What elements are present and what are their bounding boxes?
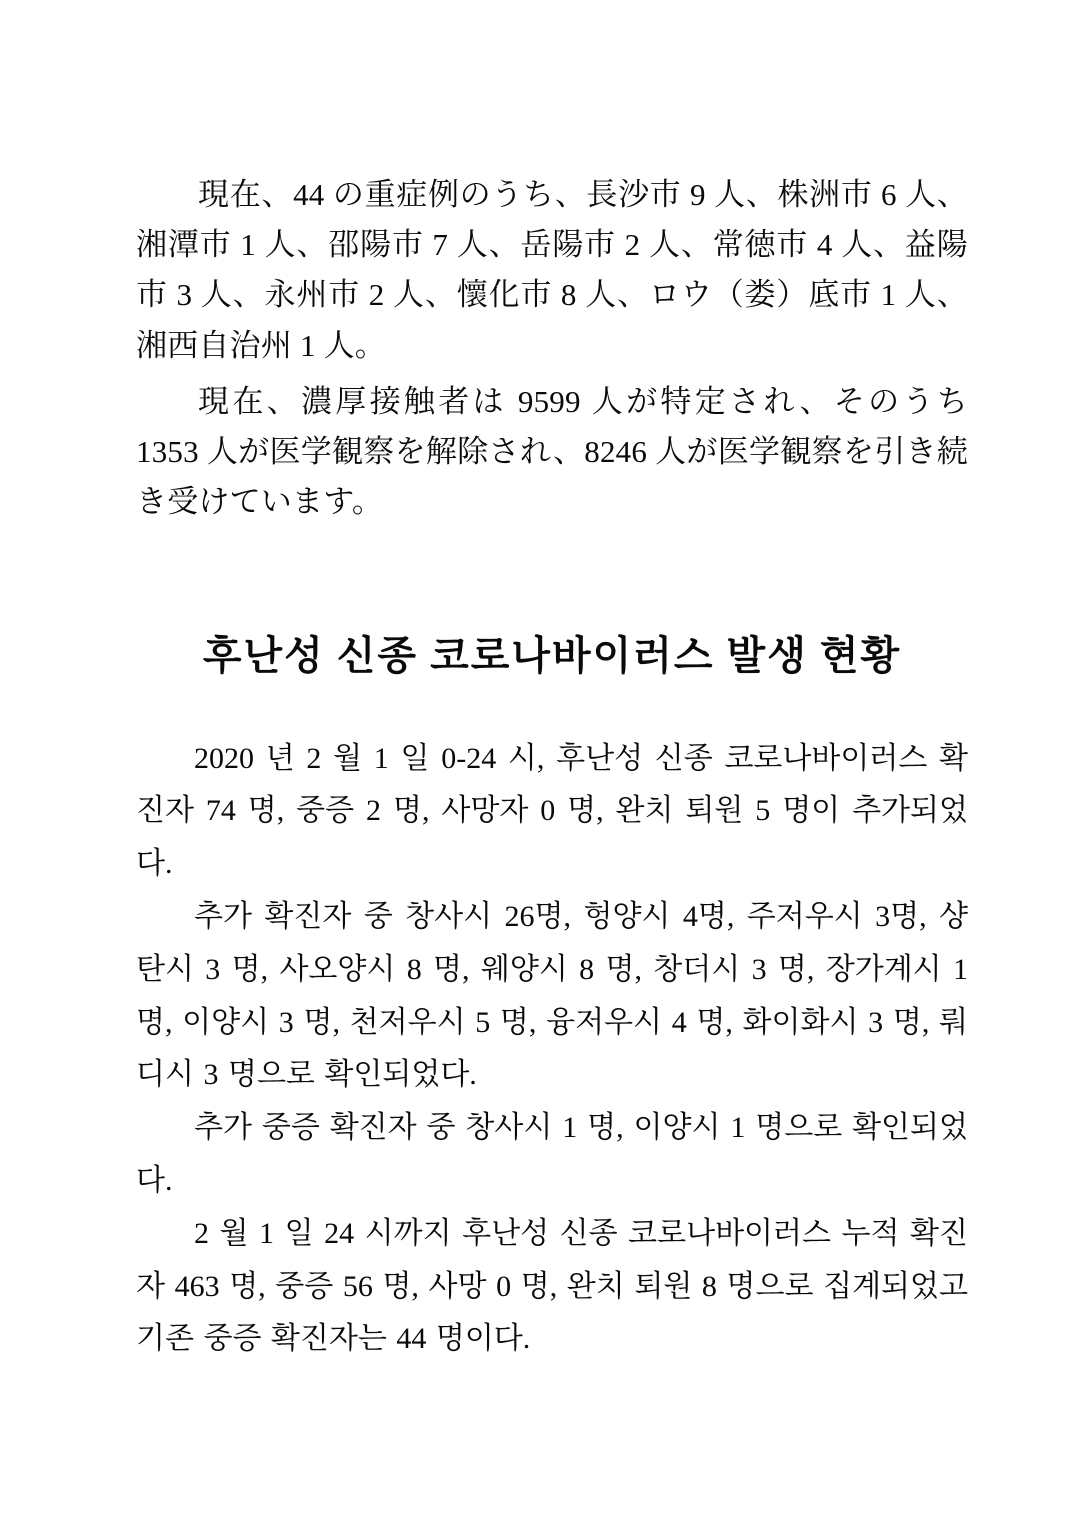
japanese-paragraph-1: 現在、44 の重症例のうち、長沙市 9 人、株洲市 6 人、湘潭市 1 人、邵陽市 7 人、岳陽市 2 人、常徳市 4 人、益陽市 3 人、永州市 2 人、懷化市 8 人、ロウ（娄）底市 1 人、湘西自治州 1 人。 (136, 177, 968, 363)
korean-section (136, 733, 968, 1367)
korean-paragraph-1: 2020 년 2 월 1 일 0-24 시, 후난성 신종 코로나바이러스 확진자 74 명, 중증 2 명, 사망자 0 명, 완치 퇴원 5 명이 추가되었다. (136, 741, 968, 881)
korean-paragraph-2: 추가 확진자 중 창사시 26명, 헝양시 4명, 주저우시 3명, 샹탄시 3 명, 사오양시 8 명, 웨양시 8 명, 창더시 3 명, 장가계시 1 명, 이양시 3 명, 천저우시 5 명, 융저우시 4 명, 화이화시 3 명, 뤄디시 3 명으로 확인되었다. (136, 899, 968, 1092)
japanese-section (136, 170, 968, 528)
japanese-paragraph-2: 現在、濃厚接触者は 9599 人が特定され、そのうち 1353 人が医学観察を解除され、8246 人が医学観察を引き続き受けています。 (136, 383, 968, 520)
korean-section-heading: 후난성 신종 코로나바이러스 발생 현황 (202, 632, 902, 678)
korean-paragraph-4: 2 월 1 일 24 시까지 후난성 신종 코로나바이러스 누적 확진자 463 명, 중증 56 명, 사망 0 명, 완치 퇴원 8 명으로 집계되었고 기존 중증 확진자는 44 명이다. (136, 1216, 968, 1356)
korean-paragraph-3: 추가 중증 확진자 중 창사시 1 명, 이양시 1 명으로 확인되었다. (136, 1111, 968, 1197)
